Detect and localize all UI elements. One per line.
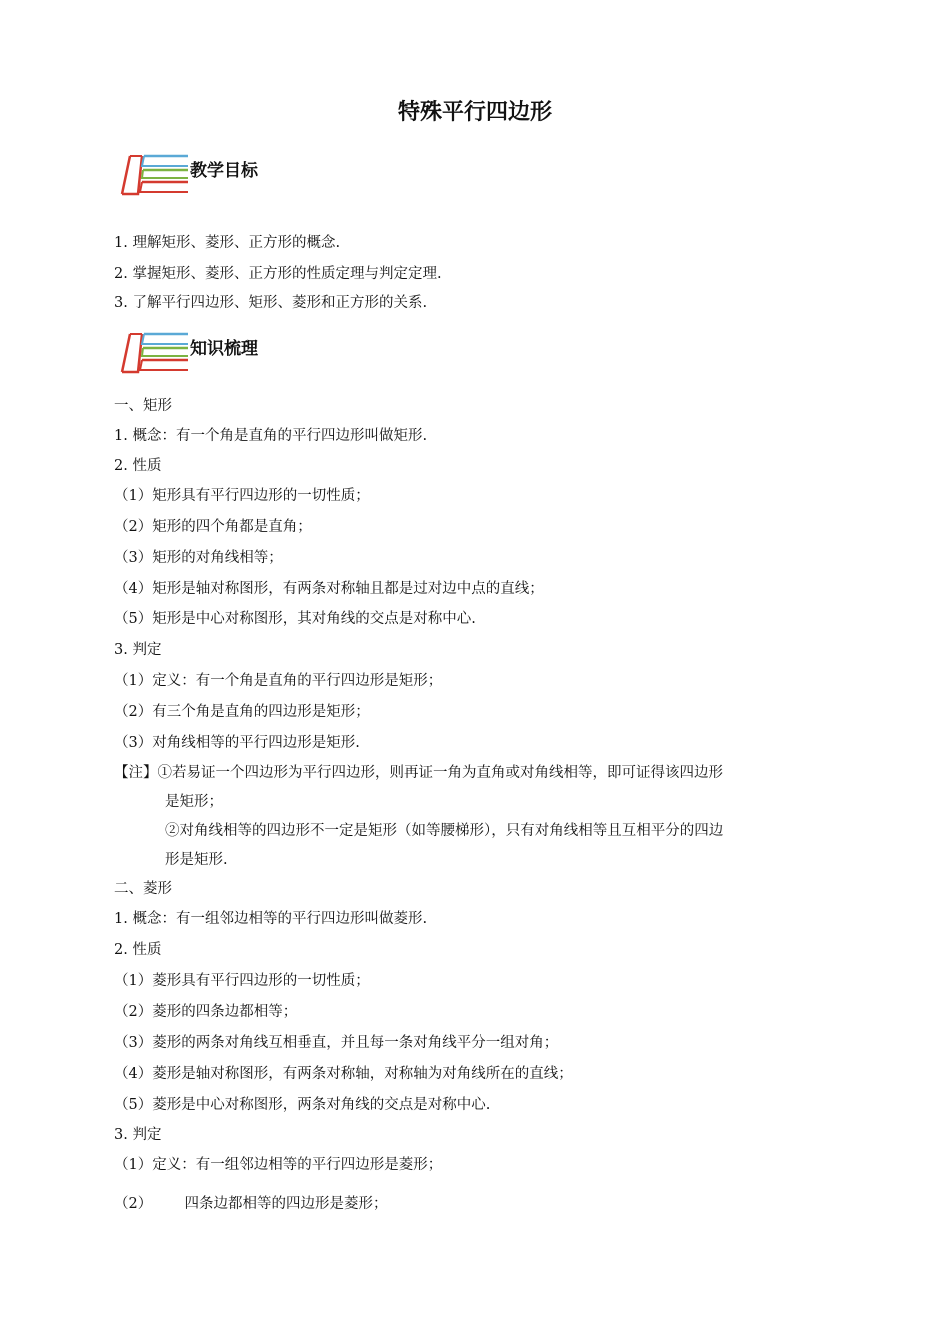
section-title: 教学目标 (190, 161, 258, 181)
goal-item: 2. 掌握矩形、菱形、正方形的性质定理与判定定理. (114, 266, 442, 282)
section-header-knowledge (116, 330, 376, 380)
text-line: 2. 性质 (114, 942, 162, 958)
list-item: （3）菱形的两条对角线互相垂直，并且每一条对角线平分一组对角； (114, 1035, 559, 1051)
note-text: 形是矩形. (165, 852, 228, 868)
list-item: （1）菱形具有平行四边形的一切性质； (114, 973, 370, 989)
list-item: （5）菱形是中心对称图形，两条对角线的交点是对称中心. (114, 1097, 491, 1113)
list-item: （4）矩形是轴对称图形，有两条对称轴且都是过对边中点的直线； (114, 581, 544, 597)
list-item: （1）矩形具有平行四边形的一切性质； (114, 488, 370, 504)
note-text: 【注】①若易证一个四边形为平行四边形，则再证一角为直角或对角线相等，即可证得该四边形 (114, 765, 723, 781)
page-title: 特殊平行四边形 (397, 100, 552, 125)
note-text: ②对角线相等的四边形不一定是矩形（如等腰梯形），只有对角线相等且互相平分的四边 (165, 823, 724, 839)
text-line: 3. 判定 (114, 1127, 162, 1143)
section-header-goals (116, 152, 376, 202)
list-item: （2）菱形的四条边都相等； (114, 1004, 298, 1020)
list-item: （3）对角线相等的平行四边形是矩形. (114, 735, 360, 751)
subsection-heading: 一、矩形 (114, 398, 172, 414)
list-item: （2）矩形的四个角都是直角； (114, 519, 312, 535)
text-line: 1. 概念：有一组邻边相等的平行四边形叫做菱形. (114, 911, 428, 927)
goal-item: 3. 了解平行四边形、矩形、菱形和正方形的关系. (114, 295, 428, 311)
list-item: （2）有三个角是直角的四边形是矩形； (114, 704, 370, 720)
subsection-heading: 二、菱形 (114, 881, 172, 897)
list-item: （3）矩形的对角线相等； (114, 550, 283, 566)
list-item: （1）定义：有一组邻边相等的平行四边形是菱形； (114, 1157, 443, 1173)
list-item: （1）定义：有一个角是直角的平行四边形是矩形； (114, 673, 443, 689)
note-text: 是矩形； (165, 794, 223, 810)
list-item: （5）矩形是中心对称图形，其对角线的交点是对称中心. (114, 611, 476, 627)
text-line: 1. 概念：有一个角是直角的平行四边形叫做矩形. (114, 428, 428, 444)
goal-item: 1. 理解矩形、菱形、正方形的概念. (114, 235, 341, 251)
list-item: （4）菱形是轴对称图形，有两条对称轴，对称轴为对角线所在的直线； (114, 1066, 573, 1082)
books-icon (116, 330, 192, 376)
books-icon (116, 152, 192, 198)
list-item: （2） 四条边都相等的四边形是菱形； (114, 1196, 388, 1212)
text-line: 3. 判定 (114, 642, 162, 658)
text-line: 2. 性质 (114, 458, 162, 474)
section-title: 知识梳理 (190, 339, 258, 359)
